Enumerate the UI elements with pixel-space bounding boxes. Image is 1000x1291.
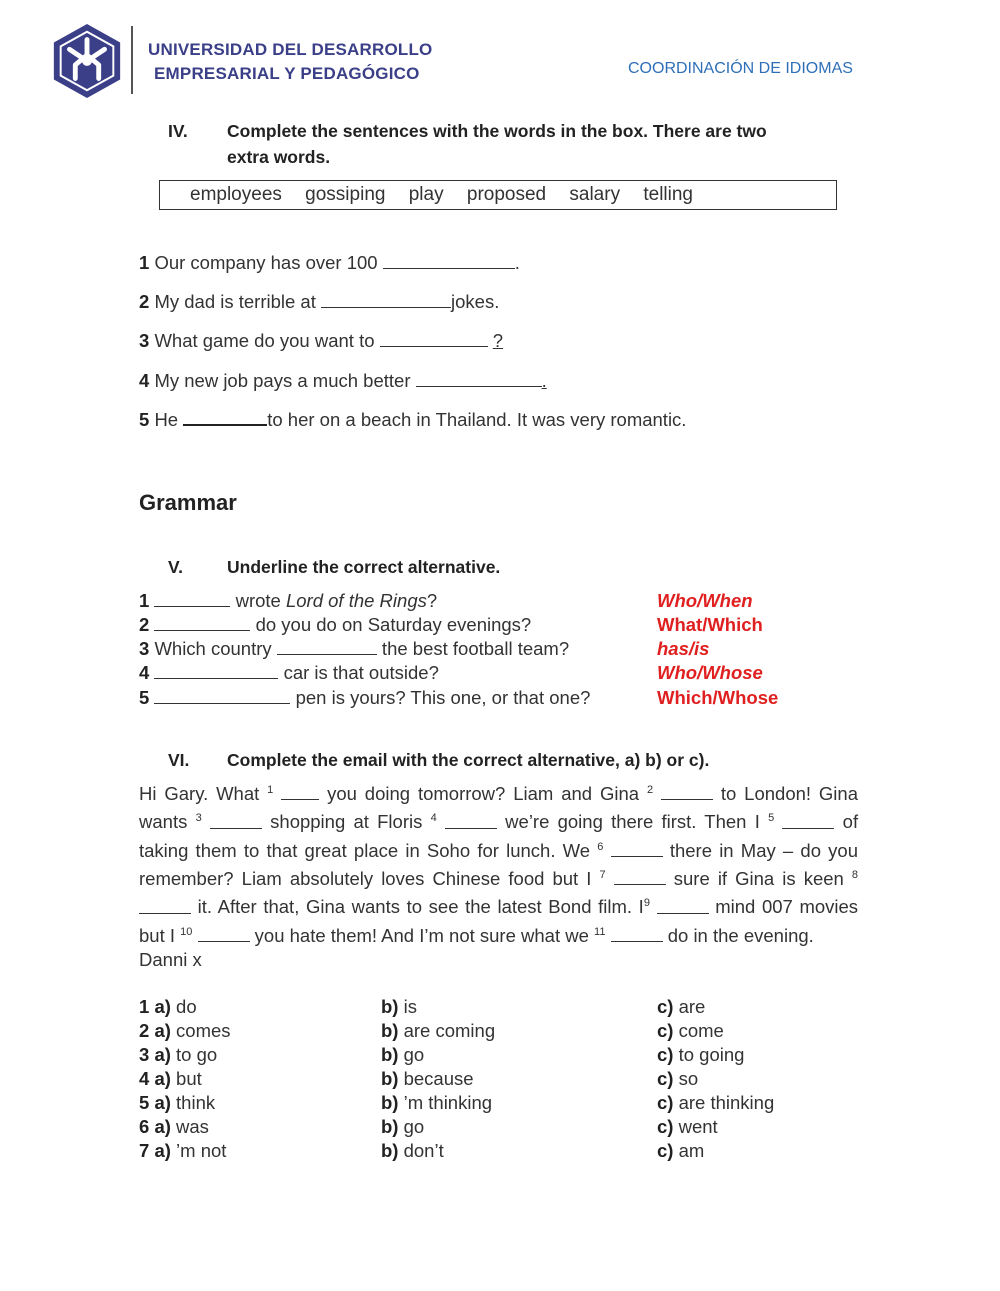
option-5-a[interactable]: 5 a) think [139, 1092, 216, 1113]
alternative-1[interactable]: Who/When [657, 590, 753, 611]
grammar-item-3: 3 Which country the best football team? [139, 638, 570, 659]
grammar-item-4: 4 car is that outside? [139, 662, 439, 683]
word-box-item: employees [190, 184, 282, 205]
grammar-item-1: 1 wrote Lord of the Rings? [139, 590, 438, 611]
option-4-b[interactable]: b) because [381, 1068, 474, 1089]
option-6-c[interactable]: c) went [657, 1116, 718, 1137]
option-7-b[interactable]: b) don’t [381, 1140, 444, 1161]
department-label: COORDINACIÓN DE IDIOMAS [628, 60, 853, 77]
email-blank[interactable] [198, 925, 250, 942]
answer-blank[interactable] [154, 662, 278, 679]
option-5-b[interactable]: b) ’m thinking [381, 1092, 493, 1113]
grammar-item-2: 2 do you do on Saturday evenings? [139, 614, 532, 635]
email-blank[interactable] [614, 868, 666, 885]
sentence-2: 2 My dad is terrible at jokes. [139, 291, 500, 312]
answer-blank[interactable] [321, 291, 451, 308]
answer-blank[interactable] [183, 408, 267, 426]
sentence-4: 4 My new job pays a much better . [139, 370, 547, 391]
section-4-instruction: IV. Complete the sentences with the words in the box. There are two extra words. [168, 121, 767, 167]
option-2-b[interactable]: b) are coming [381, 1020, 496, 1041]
email-blank[interactable] [657, 897, 709, 914]
option-3-b[interactable]: b) go [381, 1044, 425, 1065]
email-blank[interactable] [782, 812, 834, 829]
email-text: Hi Gary. What $^1$ you doing tomorrow? Liam and Gina $^2$ to London! Gina wants $^3$ shopping at Floris $^4$ we’re going there first. Then I $^5$ of taking them to that great place in Soho for lunch. We $^6$ there in May – do you remember? Liam absolutely loves Chinese food but I $^7$ sure if Gina is keen $^8$ it. After that, Gina wants to see the latest Bond film. $I^9$ mind 007 movies but I $^{10}$ you hate them! And I’m not sure what we $^{11}$ do in the evening. Danni x [139, 783, 859, 971]
answer-blank[interactable] [380, 330, 488, 347]
option-2-a[interactable]: 2 a) comes [139, 1020, 231, 1041]
word-box-item: gossiping [305, 184, 386, 205]
university-name: UNIVERSIDAD DEL DESARROLLO EMPRESARIAL Y PEDAGÓGICO [148, 40, 433, 83]
email-blank[interactable] [611, 840, 663, 857]
option-4-a[interactable]: 4 a) but [139, 1068, 202, 1089]
alternative-5[interactable]: Which/Whose [657, 687, 779, 708]
header-divider [131, 26, 133, 94]
word-box [159, 180, 837, 210]
email-blank[interactable] [611, 925, 663, 942]
option-6-a[interactable]: 6 a) was [139, 1116, 209, 1137]
answer-blank[interactable] [383, 252, 515, 269]
alternative-3[interactable]: has/is [657, 638, 710, 659]
word-box-item: salary [569, 184, 621, 205]
option-6-b[interactable]: b) go [381, 1116, 425, 1137]
email-blank[interactable] [445, 812, 497, 829]
option-4-c[interactable]: c) so [657, 1068, 699, 1089]
section-5-instruction: V. Underline the correct alternative. [168, 557, 501, 577]
word-box-item: proposed [466, 184, 547, 205]
answer-blank[interactable] [154, 687, 290, 704]
alternative-4[interactable]: Who/Whose [657, 662, 763, 683]
sentence-1: 1 Our company has over 100 . [139, 252, 520, 273]
option-1-a[interactable]: 1 a) do [139, 996, 197, 1017]
word-box-item: play [408, 184, 444, 205]
option-2-c[interactable]: c) come [657, 1020, 724, 1041]
option-1-c[interactable]: c) are [657, 996, 706, 1017]
sentence-5: 5 He to her on a beach in Thailand. It was very romantic. [139, 409, 687, 430]
email-signature: Danni x [139, 949, 202, 971]
answer-blank[interactable] [416, 370, 542, 387]
grammar-heading: Grammar [139, 490, 237, 515]
email-blank[interactable] [281, 783, 319, 800]
section-6-instruction: VI. Complete the email with the correct alternative, a) b) or c). [168, 750, 710, 770]
option-5-c[interactable]: c) are thinking [657, 1092, 775, 1113]
option-3-a[interactable]: 3 a) to go [139, 1044, 218, 1065]
email-blank[interactable] [661, 783, 713, 800]
grammar-item-5: 5 pen is yours? This one, or that one? [139, 687, 591, 708]
university-logo [48, 22, 126, 100]
email-blank[interactable] [210, 812, 262, 829]
answer-blank[interactable] [277, 638, 377, 655]
option-7-a[interactable]: 7 a) ’m not [139, 1140, 227, 1161]
option-7-c[interactable]: c) am [657, 1140, 705, 1161]
option-3-c[interactable]: c) to going [657, 1044, 745, 1065]
answer-blank[interactable] [154, 590, 230, 607]
option-1-b[interactable]: b) is [381, 996, 417, 1017]
answer-blank[interactable] [154, 614, 250, 631]
sentence-3: 3 What game do you want to ? [139, 330, 504, 351]
alternative-2[interactable]: What/Which [657, 614, 763, 635]
email-blank[interactable] [139, 897, 191, 914]
word-box-item: telling [643, 184, 694, 205]
